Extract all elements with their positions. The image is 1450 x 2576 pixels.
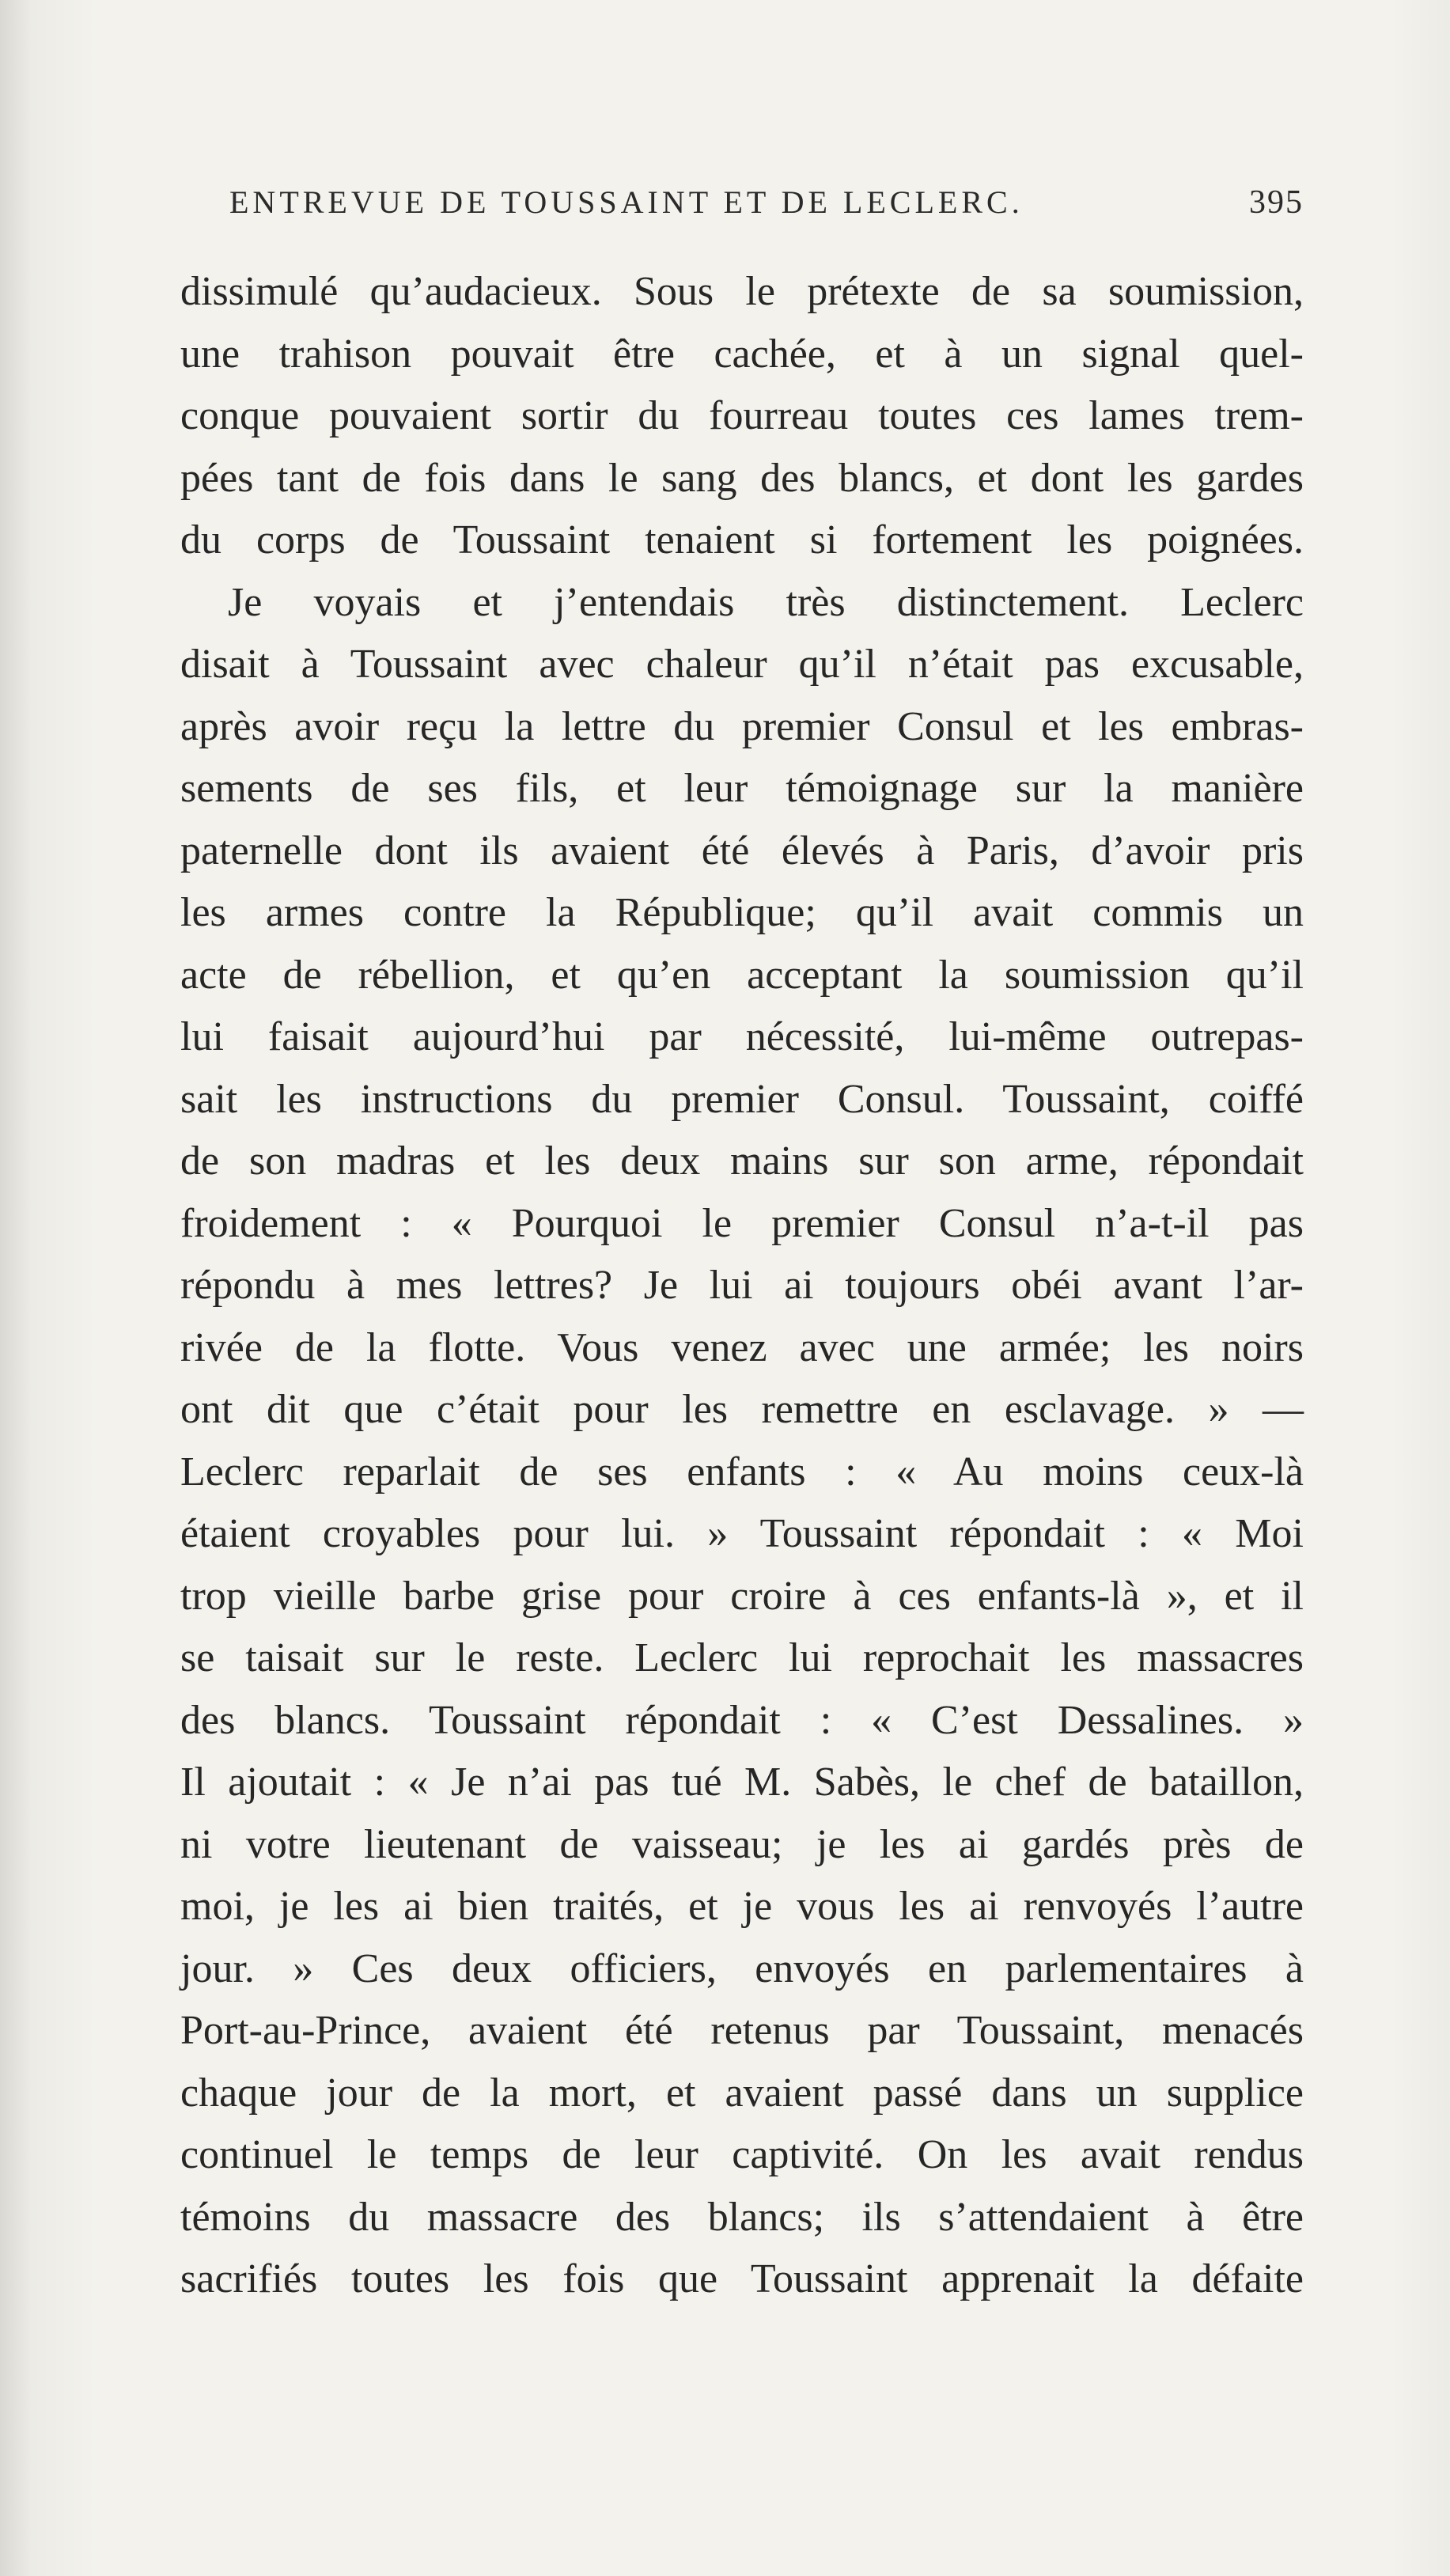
text-line: après avoir reçu la lettre du premier Consul et les embras- [180, 703, 1304, 749]
text-line: lui faisait aujourd’hui par nécessité, lui-même outrepas- [180, 1014, 1304, 1059]
text-line: une trahison pouvait être cachée, et à un signal quel- [180, 331, 1304, 377]
text-line: étaient croyables pour lui. » Toussaint répondait : « Moi [180, 1511, 1304, 1556]
text-line: dissimulé qu’audacieux. Sous le prétexte de sa soumission, [180, 269, 1304, 314]
text-line: Leclerc reparlait de ses enfants : « Au moins ceux-là [180, 1449, 1304, 1494]
text-line: paternelle dont ils avaient été élevés à Paris, d’avoir pris [180, 828, 1304, 873]
text-line: froidement : « Pourquoi le premier Consul n’a-t-il pas [180, 1200, 1304, 1246]
text-line: trop vieille barbe grise pour croire à ces enfants-là », et il [180, 1573, 1304, 1619]
text-line: rivée de la flotte. Vous venez avec une armée; les noirs [180, 1324, 1304, 1370]
text-line: jour. » Ces deux officiers, envoyés en parlementaires à [180, 1945, 1304, 1991]
text-line: ont dit que c’était pour les remettre en esclavage. » — [180, 1387, 1304, 1432]
text-line: Je voyais et j’entendais très distinctement. Leclerc [228, 579, 1304, 625]
running-title: ENTREVUE DE TOUSSAINT ET DE LECLERC. [229, 184, 1024, 220]
text-line: ni votre lieutenant de vaisseau; je les ai gardés près de [180, 1821, 1304, 1867]
text-line: disait à Toussaint avec chaleur qu’il n’était pas excusable, [180, 642, 1304, 687]
text-line: Il ajoutait : « Je n’ai pas tué M. Sabès, le chef de bataillon, [180, 1760, 1304, 1805]
text-line: pées tant de fois dans le sang des blancs, et dont les gardes [180, 455, 1304, 501]
text-line: sait les instructions du premier Consul. Toussaint, coiffé [180, 1076, 1304, 1122]
running-head [229, 184, 1304, 231]
text-line: continuel le temps de leur captivité. On les avait rendus [180, 2132, 1304, 2177]
text-line: chaque jour de la mort, et avaient passé dans un supplice [180, 2070, 1304, 2116]
text-line: acte de rébellion, et qu’en acceptant la soumission qu’il [180, 952, 1304, 998]
text-line: moi, je les ai bien traités, et je vous les ai renvoyés l’autre [180, 1884, 1304, 1929]
text-line: sacrifiés toutes les fois que Toussaint apprenait la défaite [180, 2256, 1304, 2301]
text-line: du corps de Toussaint tenaient si fortement les poignées. [180, 517, 1304, 563]
text-line: les armes contre la République; qu’il avait commis un [180, 890, 1304, 935]
text-line: se taisait sur le reste. Leclerc lui reprochait les massacres [180, 1635, 1304, 1680]
text-line: sements de ses fils, et leur témoignage sur la manière [180, 766, 1304, 811]
text-line: Port-au-Prince, avaient été retenus par Toussaint, menacés [180, 2008, 1304, 2053]
text-line: des blancs. Toussaint répondait : « C’est Dessalines. » [180, 1697, 1304, 1743]
body-text [180, 261, 1304, 2311]
text-line: témoins du massacre des blancs; ils s’attendaient à être [180, 2194, 1304, 2240]
text-line: répondu à mes lettres? Je lui ai toujours obéi avant l’ar- [180, 1263, 1304, 1308]
page-number: 395 [1249, 184, 1304, 221]
text-line: conque pouvaient sortir du fourreau toutes ces lames trem- [180, 393, 1304, 438]
text-line: de son madras et les deux mains sur son arme, répondait [180, 1138, 1304, 1184]
